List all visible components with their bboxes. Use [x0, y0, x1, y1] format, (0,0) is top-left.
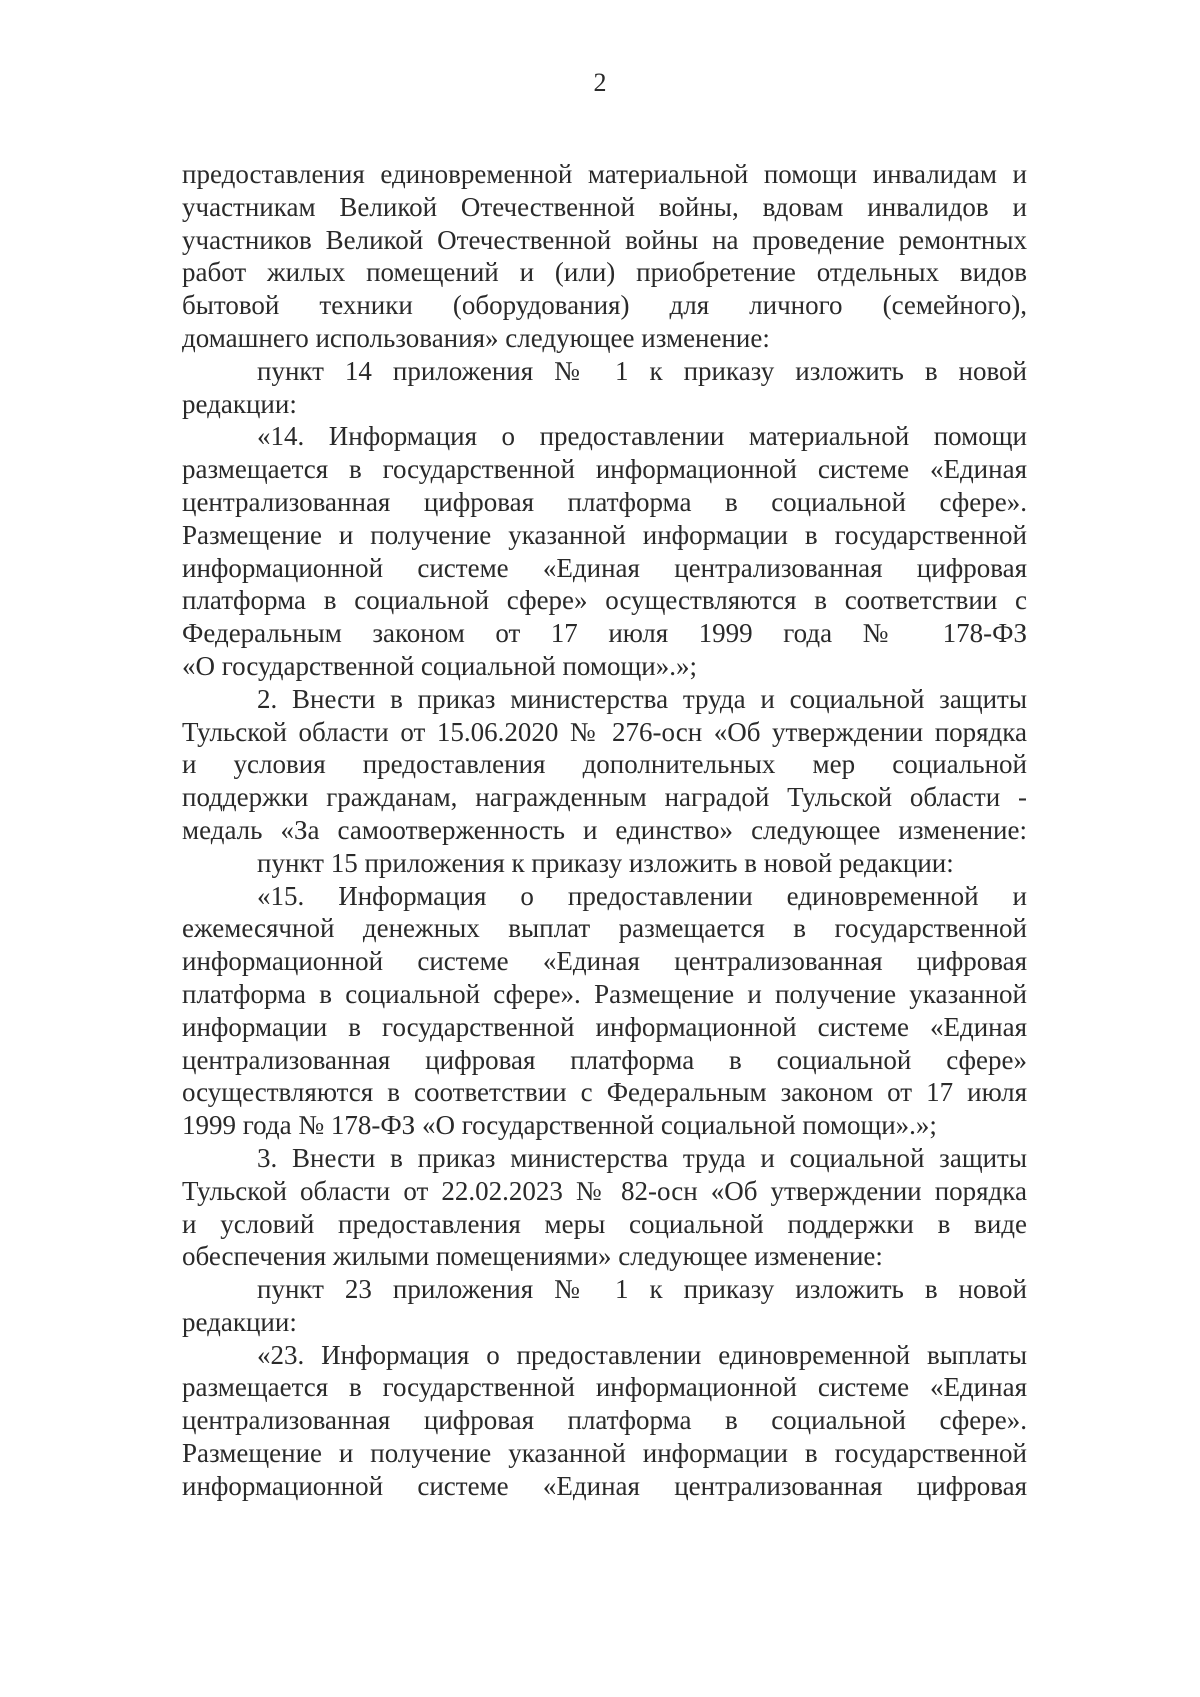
- text-line: предоставления единовременной материальной помощи инвалидам и: [182, 159, 1027, 189]
- text-line: 2. Внести в приказ министерства труда и социальной защиты: [257, 683, 1027, 714]
- text-line: участников Великой Отечественной войны на проведение ремонтных: [182, 224, 1027, 255]
- text-line: поддержки гражданам, награжденным наградой Тульской области -: [182, 782, 1027, 813]
- text-line: домашнего использования» следующее изменение:: [182, 322, 770, 353]
- text-line: платформа в социальной сфере» осуществляются в соответствии с: [182, 585, 1027, 616]
- text-line: Федеральным законом от 17 июля 1999 года № 178-ФЗ: [182, 618, 1027, 649]
- text-line: Тульской области от 22.02.2023 № 82-осн «Об утверждении порядка: [182, 1175, 1027, 1206]
- text-line: редакции:: [182, 1306, 297, 1337]
- text-line: информационной системе «Единая централизованная цифровая: [182, 946, 1027, 977]
- document-body: [182, 158, 1027, 1503]
- text-line: редакции:: [182, 388, 297, 419]
- text-line: ежемесячной денежных выплат размещается в государственной: [182, 913, 1027, 944]
- text-line: «О государственной социальной помощи».»;: [182, 650, 697, 681]
- text-line: пункт 23 приложения № 1 к приказу изложить в новой: [257, 1274, 1027, 1305]
- text-line: участникам Великой Отечественной войны, вдовам инвалидов и: [182, 191, 1027, 222]
- text-line: работ жилых помещений и (или) приобретение отдельных видов: [182, 257, 1027, 288]
- text-line: «14. Информация о предоставлении материальной помощи: [257, 421, 1027, 452]
- text-line: размещается в государственной информационной системе «Единая: [182, 454, 1027, 485]
- text-line: Тульской области от 15.06.2020 № 276-осн «Об утверждении порядка: [182, 716, 1027, 747]
- text-line: 3. Внести в приказ министерства труда и социальной защиты: [257, 1142, 1027, 1173]
- text-line: «15. Информация о предоставлении единовременной и: [257, 880, 1027, 911]
- text-line: Размещение и получение указанной информации в государственной: [182, 1438, 1027, 1469]
- text-line: Размещение и получение указанной информации в государственной: [182, 519, 1027, 550]
- text-line: и условия предоставления дополнительных мер социальной: [182, 749, 1027, 780]
- text-line: платформа в социальной сфере». Размещение и получение указанной: [182, 978, 1027, 1009]
- text-line: централизованная цифровая платформа в социальной сфере».: [182, 486, 1027, 517]
- page-number: 2: [593, 68, 607, 97]
- text-line: и условий предоставления меры социальной поддержки в виде: [182, 1208, 1027, 1239]
- text-line: централизованная цифровая платформа в социальной сфере»: [182, 1044, 1027, 1075]
- text-line: пункт 15 приложения к приказу изложить в новой редакции:: [257, 847, 954, 878]
- text-line: информационной системе «Единая централизованная цифровая: [182, 1470, 1027, 1501]
- text-line: бытовой техники (оборудования) для личного (семейного),: [182, 290, 1027, 321]
- text-line: информационной системе «Единая централизованная цифровая: [182, 552, 1027, 583]
- text-line: пункт 14 приложения № 1 к приказу изложить в новой: [257, 355, 1027, 386]
- text-line: обеспечения жилыми помещениями» следующее изменение:: [182, 1241, 883, 1272]
- text-line: размещается в государственной информационной системе «Единая: [182, 1372, 1027, 1403]
- text-line: осуществляются в соответствии с Федеральным законом от 17 июля: [182, 1077, 1027, 1108]
- text-line: 1999 года № 178-ФЗ «О государственной социальной помощи».»;: [182, 1110, 937, 1141]
- text-line: «23. Информация о предоставлении единовременной выплаты: [257, 1339, 1027, 1370]
- text-line: информации в государственной информационной системе «Единая: [182, 1011, 1027, 1042]
- text-line: централизованная цифровая платформа в социальной сфере».: [182, 1405, 1027, 1436]
- text-line: медаль «За самоотверженность и единство» следующее изменение:: [182, 814, 1027, 845]
